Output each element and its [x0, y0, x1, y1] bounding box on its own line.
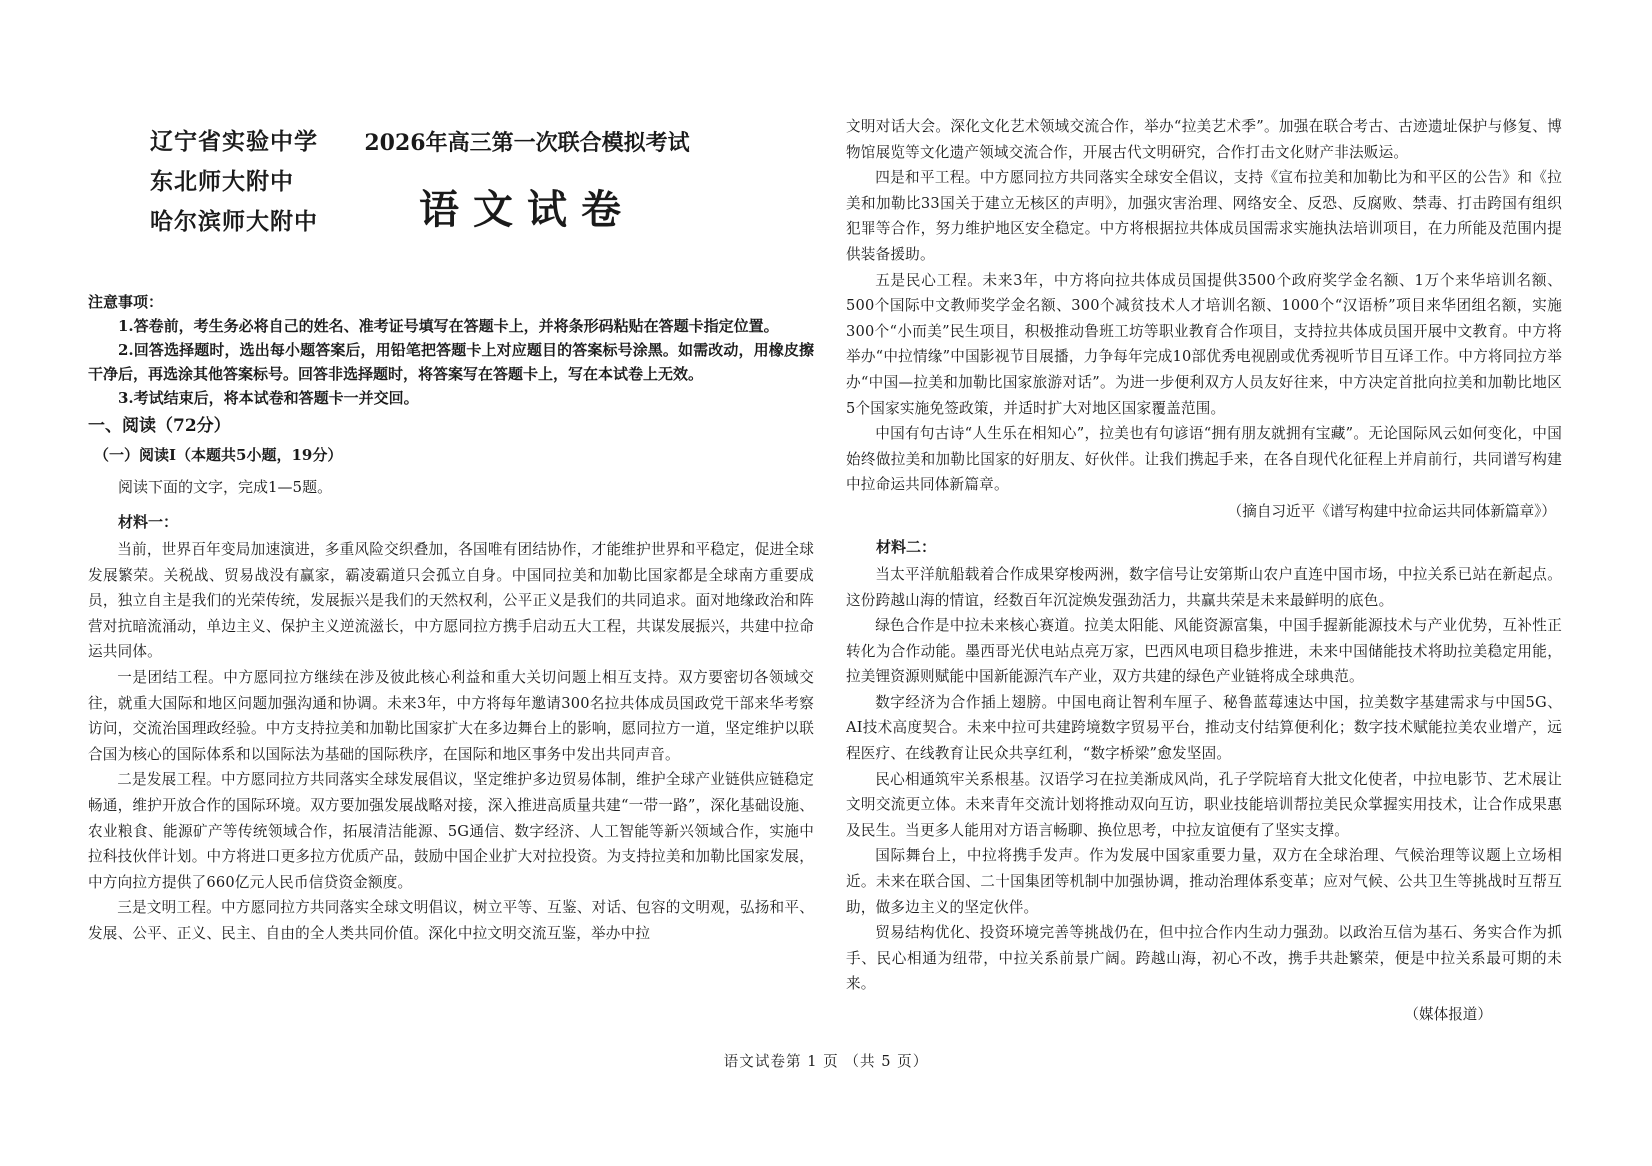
material-label: 材料二：: [876, 537, 937, 556]
paragraph: 一是团结工程。中方愿同拉方继续在涉及彼此核心利益和重大关切问题上相互支持。双方要密切各领域交往，就重大国际和地区问题加强沟通和协调。未来3年，中方将每年邀请300名拉共体成员国政党干部来华考察访问，交流治国理政经验。中方支持拉美和加勒比国家扩大在多边舞台上的影响，愿同拉方一道，坚定维护以联合国为核心的国际体系和以国际法为基础的国际秩序，在国际和地区事务中发出共同声音。: [88, 668, 814, 763]
notice-item: 3.考试结束后，将本试卷和答题卡一并交回。: [118, 389, 419, 407]
paragraph: 三是文明工程。中方愿同拉方共同落实全球文明倡议，树立平等、互鉴、对话、包容的文明观，弘扬和平、发展、公平、正义、民主、自由的全人类共同价值。深化中拉文明交流互鉴，举办中拉: [88, 899, 814, 942]
paragraph: 国际舞台上，中拉将携手发声。作为发展中国家重要力量，双方在全球治理、气候治理等议题上立场相近。未来在联合国、二十国集团等机制中加强协调，推动治理体系变革；应对气候、公共卫生等挑战时互帮互助，做多边主义的坚定伙伴。: [846, 847, 1562, 916]
page-footer: 语文试卷第 1 页 （共 5 页）: [723, 1053, 929, 1070]
paragraph: 当前，世界百年变局加速演进，多重风险交织叠加，各国唯有团结协作，才能维护世界和平稳定，促进全球发展繁荣。关税战、贸易战没有赢家，霸凌霸道只会孤立自身。中国同拉美和加勒比国家都是全球南方重要成员，独立自主是我们的光荣传统，发展振兴是我们的天然权利，公平正义是我们的共同追求。面对地缘政治和阵营对抗暗流涌动，单边主义、保护主义逆流滋长，中方愿同拉方携手启动五大工程，共谋发展振兴，共建中拉命运共同体。: [88, 541, 814, 661]
paragraph-continued: 文明对话大会。深化文化艺术领域交流合作，举办“拉美艺术季”。加强在联合考古、古迹遗址保护与修复、博物馆展览等文化遗产领域交流合作，开展古代文明研究，合作打击文化财产非法贩运。: [846, 118, 1562, 161]
source-citation: （摘自习近平《谱写构建中拉命运共同体新篇章》）: [1227, 502, 1556, 520]
paragraph: 五是民心工程。未来3年，中方将向拉共体成员国提供3500个政府奖学金名额、1万个来华培训名额、500个国际中文教师奖学金名额、300个减贫技术人才培训名额、1000个“汉语桥”项目来华团组名额，实施300个“小而美”民生项目，积极推动鲁班工坊等职业教育合作项目，支持拉共体成员国开展中文教育。中方将举办“中拉情缘”中国影视节目展播，力争每年完成10部优秀电视剧或优秀视听节目互译工作。中方将同拉方举办“中国—拉美和加勒比国家旅游对话”。为进一步便利双方人员友好往来，中方决定首批向拉美和加勒比地区5个国家实施免签政策，并适时扩大对地区国家覆盖范围。: [846, 271, 1562, 417]
instruction: 阅读下面的文字，完成1—5题。: [118, 478, 333, 496]
paragraph: 中国有句古诗“人生乐在相知心”，拉美也有句谚语“拥有朋友就拥有宝藏”。无论国际风云如何变化，中国始终做拉美和加勒比国家的好朋友、好伙伴。让我们携起手来，在各自现代化征程上并肩前行，共同谱写构建中拉命运共同体新篇章。: [846, 425, 1562, 494]
right-column: [846, 114, 1562, 1029]
notice-item: 2.回答选择题时，选出每小题答案后，用铅笔把答题卡上对应题目的答案标号涂黑。如需改动，用橡皮擦干净后，再选涂其他答案标号。回答非选择题时，将答案写在答题卡上，写在本试卷上无效。: [88, 341, 814, 383]
paragraph: 四是和平工程。中方愿同拉方共同落实全球安全倡议，支持《宣布拉美和加勒比为和平区的公告》和《拉美和加勒比33国关于建立无核区的声明》，加强灾害治理、网络安全、反恐、反腐败、禁毒、打击跨国有组织犯罪等合作，努力维护地区安全稳定。中方将根据拉共体成员国需求实施执法培训项目，在力所能及范围内提供装备援助。: [846, 169, 1562, 263]
school-name: 辽宁省实验中学: [150, 128, 318, 155]
subsection-heading: （一）阅读Ⅰ（本题共5小题，19分）: [94, 446, 343, 464]
subject-title: 语文试卷: [419, 186, 635, 233]
paragraph: 数字经济为合作插上翅膀。中国电商让智利车厘子、秘鲁蓝莓速达中国，拉美数字基建需求与中国5G、AI技术高度契合。未来中拉可共建跨境数字贸易平台，推动支付结算便利化；数字技术赋能拉美农业增产，远程医疗、在线教育让民众共享红利，“数字桥梁”愈发坚固。: [846, 693, 1562, 763]
material-label: 材料一：: [118, 513, 179, 531]
section-heading: 一、阅读（72分）: [88, 416, 231, 436]
notice-heading: 注意事项：: [88, 293, 164, 311]
exam-title: 2026年高三第一次联合模拟考试: [364, 130, 690, 156]
paragraph: 绿色合作是中拉未来核心赛道。拉美太阳能、风能资源富集，中国手握新能源技术与产业优势，互补性正转化为合作动能。墨西哥光伏电站点亮万家，巴西风电项目稳步推进，未来中国储能技术将助拉美稳定用能，拉美锂资源则赋能中国新能源汽车产业，双方共建的绿色产业链将成全球典范。: [846, 617, 1562, 686]
paragraph: 二是发展工程。中方愿同拉方共同落实全球发展倡议，坚定维护多边贸易体制，维护全球产业链供应链稳定畅通，维护开放合作的国际环境。双方要加强发展战略对接，深入推进高质量共建“一带一路”，深化基础设施、农业粮食、能源矿产等传统领域合作，拓展清洁能源、5G通信、数字经济、人工智能等新兴领域合作，实施中拉科技伙伴计划。中方将进口更多拉方优质产品，鼓励中国企业扩大对拉投资。为支持拉美和加勒比国家发展，中方向拉方提供了660亿元人民币信贷资金额度。: [88, 771, 814, 891]
notice-item: 1.答卷前，考生务必将自己的姓名、准考证号填写在答题卡上，并将条形码粘贴在答题卡指定位置。: [118, 317, 779, 335]
left-column: [88, 290, 814, 947]
paragraph: 当太平洋航船载着合作成果穿梭两洲，数字信号让安第斯山农户直连中国市场，中拉关系已站在新起点。这份跨越山海的情谊，经数百年沉淀焕发强劲活力，共赢共荣是未来最鲜明的底色。: [846, 565, 1562, 609]
school-name: 东北师大附中: [150, 168, 294, 195]
school-list: [150, 122, 320, 242]
school-name: 哈尔滨师大附中: [150, 208, 318, 235]
source-citation: （媒体报道）: [1404, 1006, 1492, 1023]
paragraph: 民心相通筑牢关系根基。汉语学习在拉美渐成风尚，孔子学院培育大批文化使者，中拉电影节、艺术展让文明交流更立体。未来青年交流计划将推动双向互访，职业技能培训帮拉美民众掌握实用技术，让合作成果惠及民生。当更多人能用对方语言畅聊、换位思考，中拉友谊便有了坚实支撑。: [846, 770, 1562, 839]
paragraph: 贸易结构优化、投资环境完善等挑战仍在，但中拉合作内生动力强劲。以政治互信为基石、务实合作为抓手、民心相通为纽带，中拉关系前景广阔。跨越山海，初心不改，携手共赴繁荣，便是中拉关系最可期的未来。: [846, 924, 1562, 993]
